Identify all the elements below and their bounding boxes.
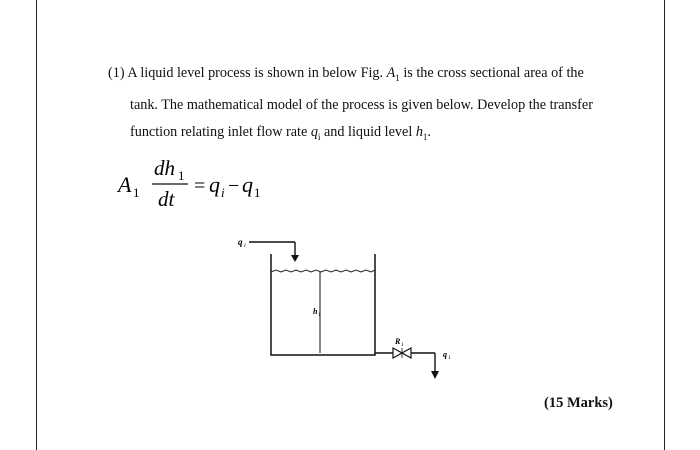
question-number: (1) [108,65,125,81]
inlet-arrow-icon [291,255,299,262]
eq-coefficient: A [118,172,132,197]
eq-rhs-term2-sub: 1 [254,185,261,200]
outlet-arrow-icon [431,371,439,379]
question-line-2: tank. The mathematical model of the process is given below. Develop the transfer [130,96,593,113]
tank-diagram [225,232,465,382]
question-line-1: (1) A liquid level process is shown in below Fig. $A_1$ is the cross sectional area of the [108,65,584,83]
eq-rhs-term2: q [242,172,253,197]
eq-numerator-sub: 1 [178,168,185,183]
eq-minus: − [228,175,240,197]
level-label-sub: 1 [318,312,321,318]
marks-label: (15 Marks) [544,395,613,411]
tank-walls [271,254,375,355]
question-text [108,60,608,151]
outlet-label: q [443,350,447,359]
question-line-3: function relating inlet flow rate $q_i$ and liquid level $h_1$. [130,123,431,142]
eq-rhs-term1-sub: i [221,185,225,200]
liquid-surface [271,270,375,272]
inlet-label: q [238,237,243,247]
eq-coefficient-sub: 1 [133,185,140,200]
eq-numerator: dh [154,156,175,180]
tank-diagram-svg [225,232,465,382]
inlet-label-sub: i [244,243,246,249]
eq-rhs-term1: q [209,172,220,197]
differential-equation [118,153,318,215]
eq-equals: = [194,175,206,197]
level-label: h [313,307,318,316]
eq-denominator: dt [158,187,175,211]
equation-svg [118,153,318,215]
outlet-label-sub: 1 [448,355,451,361]
valve-label: R [395,337,401,346]
valve-label-sub: 1 [401,342,404,348]
